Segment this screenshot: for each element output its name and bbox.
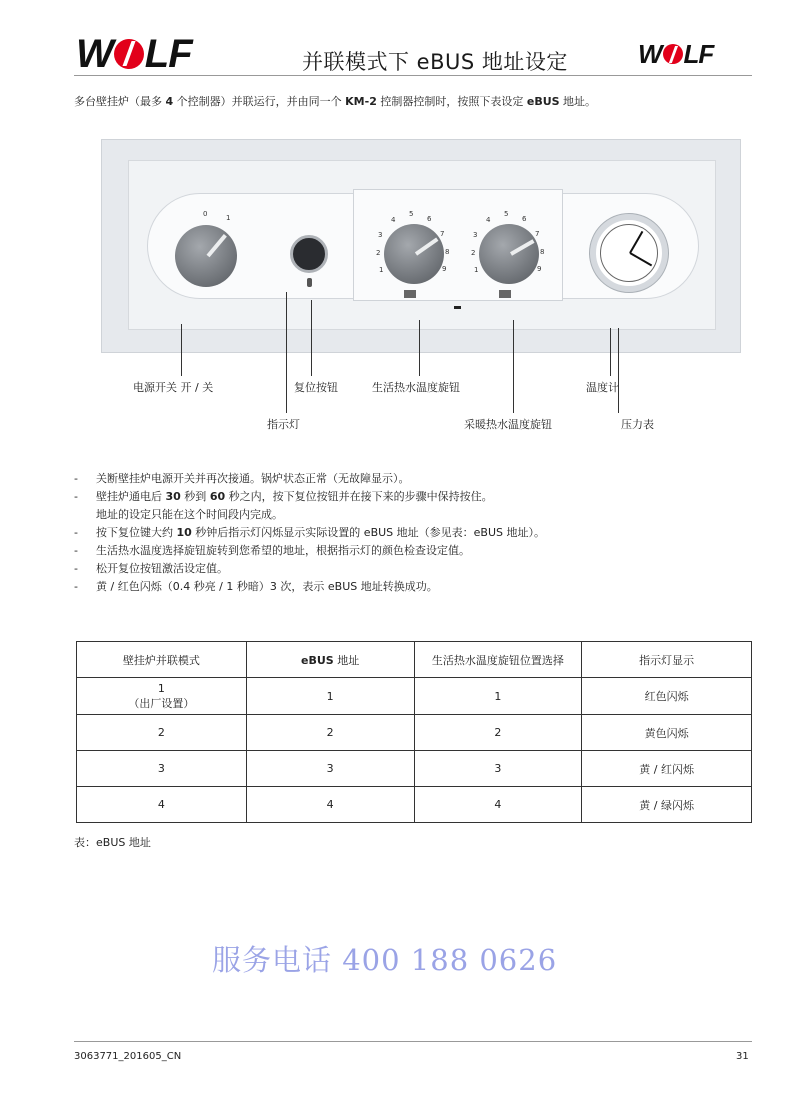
step-item: - 关断壁挂炉电源开关并再次接通。锅炉状态正常（无故障显示）。 (74, 470, 545, 488)
callout-thermometer: 温度计 (586, 381, 619, 394)
switch-label-on: 1 (226, 214, 231, 222)
table-row (77, 678, 752, 715)
step-bullet: - (74, 580, 78, 593)
page-title: 并联模式下 eBUS 地址设定 (302, 50, 568, 74)
logo-dot-icon (114, 39, 144, 69)
leader-pressure-gauge (618, 328, 619, 413)
step-item: 地址的设定只能在这个时间段内完成。 (96, 508, 283, 521)
leader-thermometer (610, 328, 611, 376)
heating-scale-4: 4 (486, 216, 491, 224)
dhw-scale-4: 4 (391, 216, 396, 224)
thermometer-pressure-gauge (590, 214, 668, 292)
switch-label-off: 0 (203, 210, 208, 218)
cell-mode: 1 （出厂设置） (77, 678, 247, 715)
callout-heating-knob: 采暖热水温度旋钮 (464, 418, 552, 431)
heating-scale-6: 6 (522, 215, 527, 223)
ebus-address-table (76, 641, 752, 823)
heating-scale-5: 5 (504, 210, 509, 218)
cell-indicator: 黄 / 红闪烁 (582, 751, 752, 787)
footer-divider (74, 1041, 752, 1042)
dhw-scale-3: 3 (378, 231, 383, 239)
heating-scale-1: 1 (474, 266, 479, 274)
step-bullet: - (74, 562, 78, 575)
cell-mode: 2 (77, 715, 247, 751)
table-caption: 表：eBUS 地址 (74, 836, 151, 849)
header-knob-position: 生活热水温度旋钮位置选择 (414, 642, 582, 678)
intro-text: 多台壁挂炉（最多 4 个控制器）并联运行，并由同一个 KM-2 控制器控制时，按照下表设定 eBUS 地址。 (74, 95, 597, 108)
dhw-scale-1: 1 (379, 266, 384, 274)
step-item: - 生活热水温度选择旋钮旋转到您希望的地址，根据指示灯的颜色检查设定值。 (74, 542, 545, 560)
table-row (77, 715, 752, 751)
leader-dhw-knob (419, 320, 420, 376)
heating-temperature-knob[interactable] (479, 224, 542, 284)
cell-knob: 3 (414, 751, 582, 787)
leader-indicator (286, 292, 287, 413)
document-code: 3063771_201605_CN (74, 1051, 182, 1062)
service-hotline: 服务电话 400 188 0626 (212, 943, 558, 977)
logo-dot-icon (663, 44, 683, 64)
callout-dhw-knob: 生活热水温度旋钮 (372, 381, 460, 394)
wolf-logo-left: W LF (76, 31, 192, 76)
header-divider (74, 75, 752, 76)
cell-ebus: 1 (246, 678, 414, 715)
step-bullet: - (74, 472, 78, 485)
cell-mode: 3 (77, 751, 247, 787)
dhw-scale-9: 9 (442, 265, 447, 273)
cell-knob: 1 (414, 678, 582, 715)
cell-ebus: 2 (246, 715, 414, 751)
control-panel-figure (101, 139, 741, 353)
table-row (77, 787, 752, 823)
table-row (77, 751, 752, 787)
header-ebus: eBUS 地址 (246, 642, 414, 678)
step-bullet: - (74, 490, 78, 503)
dhw-scale-2: 2 (376, 249, 381, 257)
cell-knob: 4 (414, 787, 582, 823)
leader-power-switch (181, 324, 182, 376)
callout-reset-button: 复位按钮 (294, 381, 338, 394)
dhw-scale-6: 6 (427, 215, 432, 223)
cell-ebus: 3 (246, 751, 414, 787)
wolf-logo-right: W LF (638, 38, 714, 69)
dhw-scale-5: 5 (409, 210, 414, 218)
header-indicator: 指示灯显示 (582, 642, 752, 678)
callout-power-switch: 电源开关 开 / 关 (133, 381, 214, 394)
callout-indicator: 指示灯 (267, 418, 300, 431)
cell-knob: 2 (414, 715, 582, 751)
heating-scale-7: 7 (535, 230, 540, 238)
heating-scale-2: 2 (471, 249, 476, 257)
step-bullet: - (74, 526, 78, 539)
leader-heating-knob (513, 320, 514, 413)
tap-icon (404, 290, 416, 298)
leader-reset-button (311, 300, 312, 376)
dhw-temperature-knob[interactable] (384, 224, 447, 284)
instruction-steps (74, 470, 545, 596)
dhw-scale-8: 8 (445, 248, 450, 256)
cell-indicator: 黄色闪烁 (582, 715, 752, 751)
header-mode: 壁挂炉并联模式 (77, 642, 247, 678)
radiator-icon (499, 290, 511, 298)
power-switch-knob[interactable] (175, 225, 237, 287)
cell-mode: 4 (77, 787, 247, 823)
cell-indicator: 黄 / 绿闪烁 (582, 787, 752, 823)
heating-scale-8: 8 (540, 248, 545, 256)
page-number: 31 (736, 1051, 749, 1062)
step-bullet: - (74, 544, 78, 557)
indicator-led-icon (454, 306, 461, 309)
dhw-scale-7: 7 (440, 230, 445, 238)
cell-ebus: 4 (246, 787, 414, 823)
heating-scale-3: 3 (473, 231, 478, 239)
step-item: - 按下复位键大约 10 秒钟后指示灯闪烁显示实际设置的 eBUS 地址（参见表：eBUS 地址）。 (74, 524, 545, 542)
heating-scale-9: 9 (537, 265, 542, 273)
cell-indicator: 红色闪烁 (582, 678, 752, 715)
indicator-light-icon (307, 278, 312, 287)
step-item: - 松开复位按钮激活设定值。 (74, 560, 545, 578)
callout-pressure-gauge: 压力表 (621, 418, 654, 431)
reset-button-icon[interactable] (290, 235, 328, 273)
table-header-row (77, 642, 752, 678)
step-item: - 壁挂炉通电后 30 秒到 60 秒之内，按下复位按钮并在接下来的步骤中保持按住。 (74, 488, 545, 506)
step-item: - 黄 / 红色闪烁（0.4 秒亮 / 1 秒暗）3 次，表示 eBUS 地址转换成功。 (74, 578, 545, 596)
